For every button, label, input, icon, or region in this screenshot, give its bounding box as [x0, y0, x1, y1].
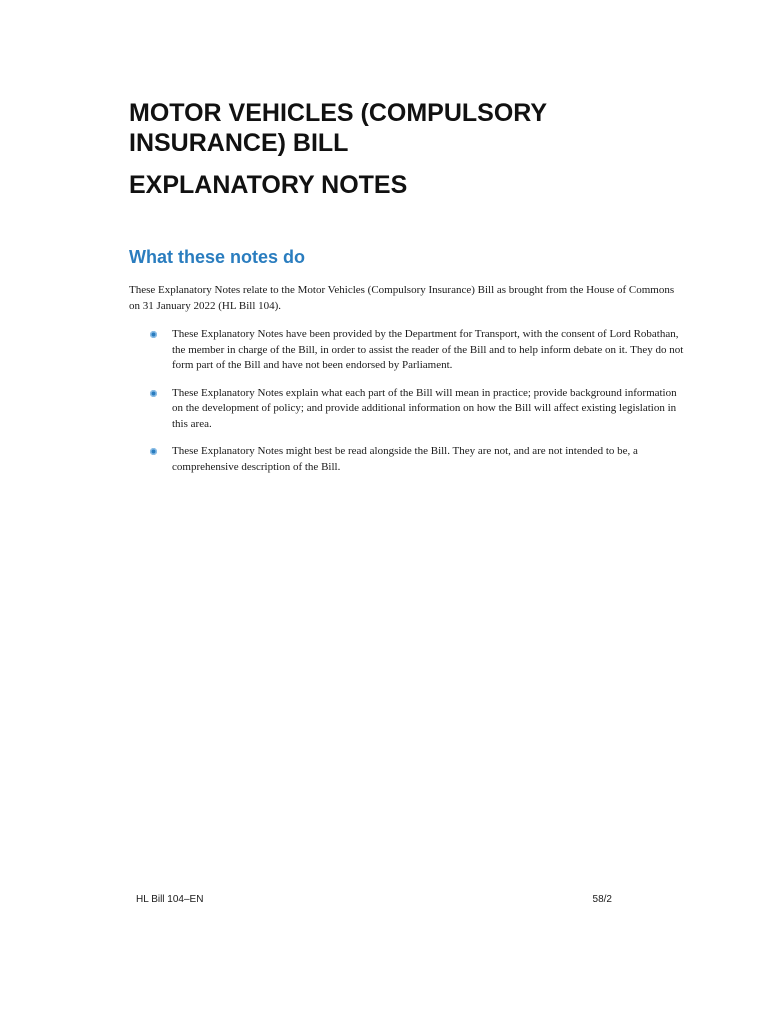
intro-paragraph: These Explanatory Notes relate to the Motor Vehicles (Compulsory Insurance) Bill as brought from the House of Commons on 31 January 2022 (HL Bill 104).: [129, 284, 675, 312]
bullet-text: These Explanatory Notes explain what each part of the Bill will mean in practice; provide background information on the development of policy; and provide additional information on how the Bill will affect existing legislation in this area.: [172, 386, 677, 430]
bullet-item: [129, 386, 684, 433]
footer-bill-number: HL Bill 104–EN: [136, 894, 204, 905]
bullet-circle-icon: [150, 390, 157, 397]
bullet-item: [129, 327, 684, 374]
bullet-list: [129, 327, 684, 487]
document-title: MOTOR VEHICLES (COMPULSORY INSURANCE) BILL: [129, 99, 547, 157]
footer-page-ref: 58/2: [592, 894, 612, 905]
bullet-circle-icon: [150, 331, 157, 338]
bullet-text: These Explanatory Notes have been provided by the Department for Transport, with the consent of Lord Robathan, the member in charge of the Bill, in order to assist the reader of the Bill and to help inform debate on it. They do not form part of the Bill and have not been endorsed by Parliament.: [172, 328, 684, 371]
bullet-item: [129, 444, 684, 475]
section-heading: What these notes do: [129, 247, 306, 267]
document-subtitle: EXPLANATORY NOTES: [129, 171, 408, 199]
bullet-circle-icon: [150, 448, 157, 455]
bullet-text: These Explanatory Notes might best be read alongside the Bill. They are not, and are not intended to be, a comprehensive description of the Bill.: [172, 445, 638, 473]
